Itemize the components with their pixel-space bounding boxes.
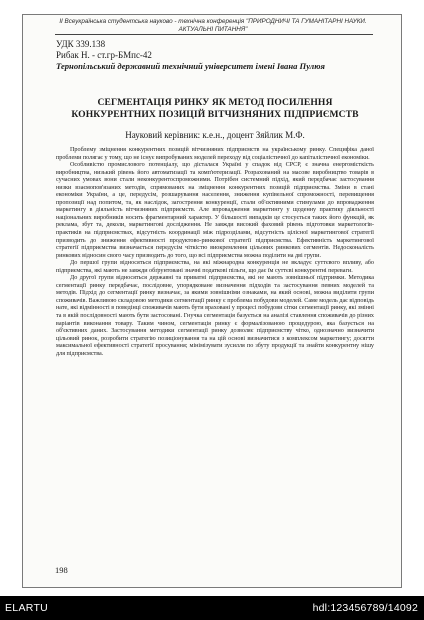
repository-name: ELARTU <box>5 602 49 614</box>
handle-identifier[interactable]: hdl:123456789/14092 <box>312 602 418 614</box>
article-body <box>56 147 374 358</box>
article-title: СЕГМЕНТАЦІЯ РИНКУ ЯК МЕТОД ПОСИЛЕННЯ КОНКУРЕНТНИХ ПОЗИЦІЙ ВІТЧИЗНЯНИХ ПІДПРИЄМСТВ <box>71 97 359 120</box>
udk-code: УДК 339.138 <box>56 39 106 49</box>
body-paragraph: Проблему зміцнення конкурентних позицій вітчизняних підприємств на українському ринку. Специфіка даної проблеми полягає у тому, що не існує випробуваних моделей переходу від соціалістичної до капіталістичної економіки. <box>56 147 374 161</box>
body-paragraph: До другої групи відносяться державні та приватні підприємства, які не мають зовнішньої підтримки. Методика сегментації ринку передбачає, послідовне, упорядковане визначення підходів та застосування певних моделей та методів. Підхід до сегментації ринку визначає, за якими зовнішніми ознаками, на який основі, можна виділити групи споживачів. Важливою складовою методики сегментації ринку є проблема побудови моделей. Саме модель дає відповідь нате, які відмінності в поведінці споживачів мають бути враховані у процесі побудови сітки сегментації ринку, які змінні та в якій послідовності мають бути застосовані. Гнучка сегментація базується на аналізі ставлення споживачів до різних варіантів виконання товару. Таким чином, сегментація ринку є формалізованою процедурою, яка базується на об'єктивних даних. Застосування методики сегментації ринку дозволяє підприємству чітко, однозначно визначити цільовий ринок, розробити стратегію позиціонування та на цій основі визначитися з комплексом маркетингу; досягти максимальної ефективності стратегії просування; мінімізувати зусилля по збуту продукції та знайти конкурентну нішу для підприємства. <box>56 275 374 357</box>
article-meta <box>56 39 386 73</box>
header-rule <box>55 34 373 35</box>
repository-footer <box>0 596 424 620</box>
running-head-line-2: АКТУАЛЬНІ ПИТАННЯ" <box>178 25 248 33</box>
affiliation: Тернопільський державний технічний університет імені Івана Пулюя <box>56 61 325 72</box>
document-page <box>22 14 402 588</box>
supervisor-line: Науковий керівник: к.е.н., доцент Зяйлик М.Ф. <box>125 130 305 140</box>
author-line: Рибак Н. - ст.гр-БМпс-42 <box>56 50 152 61</box>
running-head-line-1: II Всеукраїнська студентська науково - технічна конференція "ПРИРОДНИЧІ ТА ГУМАНІТАРНІ НАУКИ. <box>59 18 367 25</box>
body-paragraph: Особливістю промислового потенціалу, що дісталася Україні у спадок від СРСР, є значна енергомісткість виробництва, низький рівень його автоматизації та комп'ютеризації. Розрахований на масове виробництво товарів в сучасних умовах вони стали неконкурентоспроможними. Потрібен системний підхід, який передбачає застосування низки взаємопов'язаних методів, спрямованих на зміцнення конкурентних позицій підприємства. Зміни в стані економіки України, а це, передусім, розшарування населення, зниження купівельної спроможності, перевищення пропозиції над попитом, та, як наслідок, загострення конкуренції, стали об'єктивними стимулами до впровадження маркетингу в діяльність вітчизняних підприємств. Але впровадження маркетингу у щоденну практику діяльності національних виробників носить фрагментарний характер. У більшості випадків це стосується таких його функцій, як реклама, збут та, деколи, маркетингові дослідження. Не завжди високий фаховий рівень підготовки маркетологів-практиків на підприємствах, відсутність координації між підрозділами, відсутність цілісної маркетингової стратегії призводить до зниження ефективності продуктово-ринкової стратегії підприємства. Ефективність маркетингової стратегії підприємства визначається передусім чіткістю виокремлення цільових ринкових сегментів. Недосконалість ринкових відносин свого часу призводить до того, що всі підприємства можна поділити на дві групи. <box>56 162 374 259</box>
running-head <box>51 18 375 33</box>
body-paragraph: До першої групи відносяться підприємства, на які міжнародна конкуренція не вкладує суттєвого впливу, або підприємства, які мають не завжди обґрунтовані значні податкові пільги, що дає їм суттєві конкурентні переваги. <box>56 260 374 274</box>
page-number: 198 <box>55 565 68 575</box>
